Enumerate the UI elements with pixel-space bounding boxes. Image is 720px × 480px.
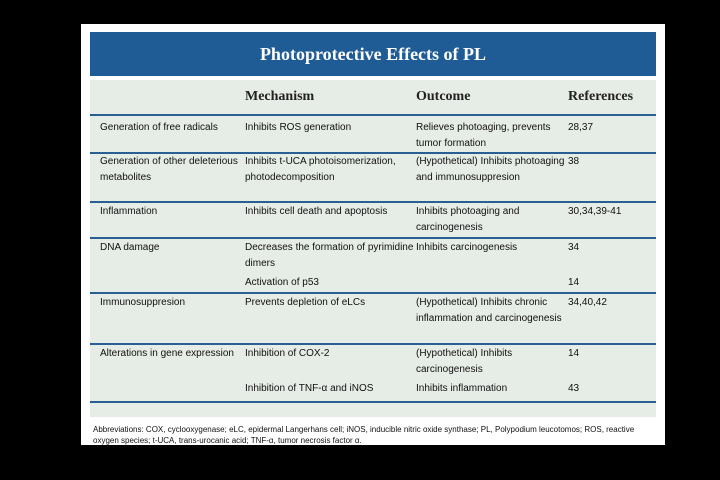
row-mechanism: Inhibition of COX-2: [245, 348, 330, 359]
table-bottom-rule: [90, 401, 656, 403]
data-table: [90, 80, 656, 417]
row-mechanism: Inhibits cell death and apoptosis: [245, 206, 388, 217]
abbreviations-footnote: Abbreviations: COX, cyclooxygenase; eLC, epidermal Langerhans cell; iNOS, inducible nitric oxide synthase; PL, Polypodium leucotomos; ROS, reactive oxygen species; t-UCA, trans-urocanic acid; TNF-α, tumor necrosis factor α.: [93, 425, 635, 445]
title-bar: [90, 32, 656, 76]
table-card: [81, 24, 665, 445]
row-mechanism: Inhibits ROS generation: [245, 122, 352, 133]
row-mechanism: Inhibition of TNF-α and iNOS: [245, 383, 374, 394]
table-title: Photoprotective Effects of PL: [259, 43, 487, 64]
row-refs: 14: [568, 277, 580, 288]
row-outcome: Inhibits photoaging and carcinogenesis: [416, 206, 520, 233]
row-category: Immunosuppresion: [100, 297, 186, 308]
row-refs: 14: [568, 348, 580, 359]
header-rule: [90, 114, 656, 116]
row-category: Inflammation: [100, 206, 158, 217]
row-outcome: (Hypothetical) Inhibits photoaging and immunosuppresion: [416, 156, 565, 183]
row-outcome: Inhibits inflammation: [416, 383, 508, 394]
row-category: DNA damage: [100, 242, 160, 253]
row-rule: [90, 343, 656, 345]
row-refs: 34: [568, 242, 580, 253]
header-references: References: [568, 89, 634, 104]
row-outcome: Inhibits carcinogenesis: [416, 242, 518, 253]
row-refs: 34,40,42: [568, 297, 607, 308]
row-category: Generation of free radicals: [100, 122, 218, 133]
row-outcome: Relieves photoaging, prevents tumor formation: [416, 122, 551, 149]
row-rule: [90, 292, 656, 294]
row-category: Generation of other deleterious metabolites: [100, 156, 238, 183]
row-refs: 38: [568, 156, 580, 167]
header-outcome: Outcome: [416, 89, 471, 104]
row-refs: 43: [568, 383, 580, 394]
header-mechanism: Mechanism: [245, 89, 315, 104]
row-refs: 28,37: [568, 122, 594, 133]
row-mechanism: Prevents depletion of eLCs: [245, 297, 366, 308]
row-category: Alterations in gene expression: [100, 348, 234, 359]
row-outcome: (Hypothetical) Inhibits carcinogenesis: [416, 348, 513, 375]
row-refs: 30,34,39-41: [568, 206, 622, 217]
row-outcome: (Hypothetical) Inhibits chronic inflammation and carcinogenesis: [416, 297, 562, 324]
row-rule: [90, 201, 656, 203]
row-rule: [90, 237, 656, 239]
row-mechanism: Activation of p53: [245, 277, 319, 288]
row-mechanism: Decreases the formation of pyrimidine dimers: [245, 242, 414, 269]
row-mechanism: Inhibits t-UCA photoisomerization, photodecomposition: [245, 156, 396, 183]
